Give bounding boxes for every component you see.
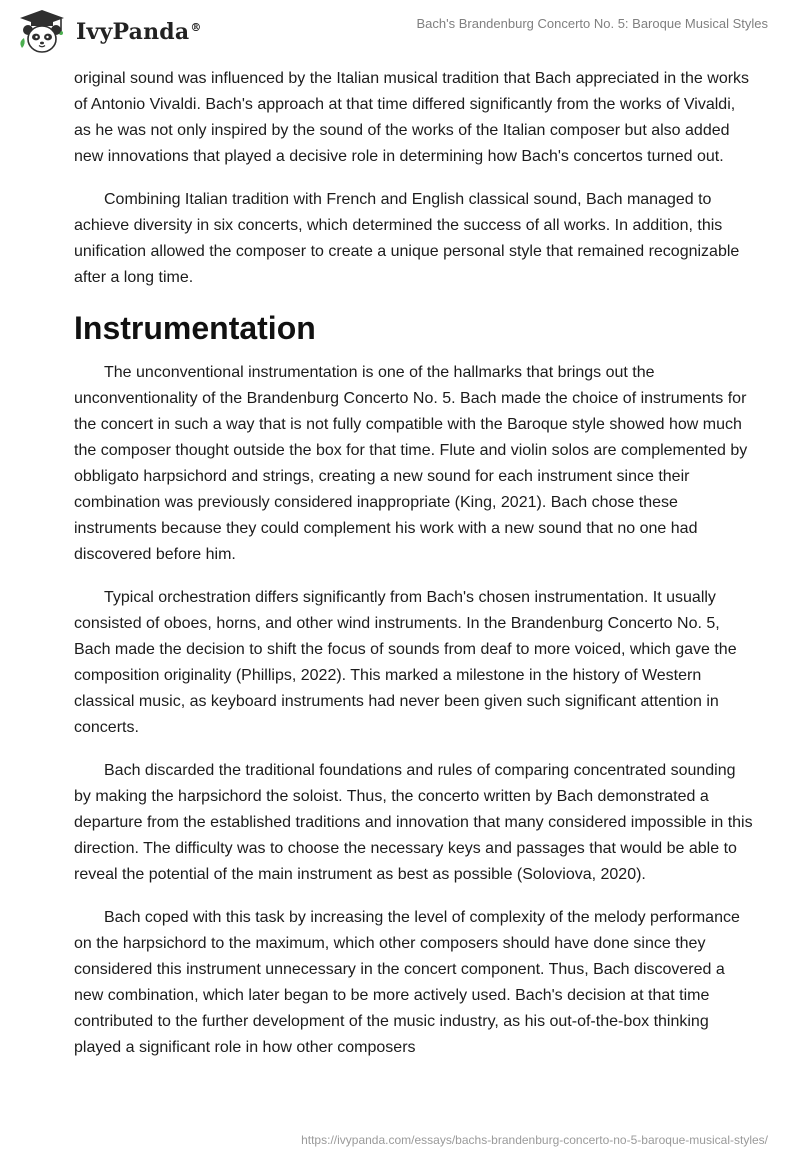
brand-logo[interactable] — [16, 8, 202, 56]
essay-body — [74, 66, 754, 1078]
section-heading: Instrumentation — [74, 310, 316, 346]
paragraph: The unconventional instrumentation is one of the hallmarks that brings out the unconventionality of the Brandenburg Concerto No. 5. Bach made the choice of instruments for the concert in such a way that is not fully compatible with the Baroque style showed how much the composer thought outside the box for that time. Flute and violin solos are complemented by obbligato harpsichord and strings, creating a new sound for each instrument since their combination was previously considered inappropriate (King, 2021). Bach chose these instruments because they could complement his work with a new sound that no one had discovered before him. — [74, 364, 748, 563]
document-title: Bach's Brandenburg Concerto No. 5: Baroque Musical Styles — [416, 16, 768, 31]
registered-mark: ® — [190, 20, 202, 34]
brand-name: IvyPanda® — [76, 19, 202, 45]
paragraph: Bach coped with this task by increasing the level of complexity of the melody performance on the harpsichord to the maximum, which other composers should have done since they considered this instrument unnecessary in the concert component. Thus, Bach discovered a new combination, which later began to be more actively used. Bach's decision at that time contributed to the further development of the music industry, as his out-of-the-box thinking played a significant role in how other composers — [74, 909, 740, 1056]
paragraph: Bach discarded the traditional foundations and rules of comparing concentrated sounding by making the harpsichord the soloist. Thus, the concerto written by Bach demonstrated a departure from the established traditions and innovation that many considered impossible in this direction. The difficulty was to choose the necessary keys and passages that would be able to reveal the potential of the main instrument as best as possible (Soloviova, 2020). — [74, 762, 753, 883]
panda-graduation-cap-icon — [16, 8, 68, 56]
source-url[interactable]: https://ivypanda.com/essays/bachs-brandenburg-concerto-no-5-baroque-musical-styles/ — [301, 1133, 768, 1147]
paragraph: original sound was influenced by the Italian musical tradition that Bach appreciated in the works of Antonio Vivaldi. Bach's approach at that time differed significantly from the works of Vivaldi, as he was not only inspired by the sound of the works of the Italian composer but also added new innovations that played a decisive role in determining how Bach's concertos turned out. — [74, 70, 750, 165]
paragraph: Typical orchestration differs significantly from Bach's chosen instrumentation. It usually consisted of oboes, horns, and other wind instruments. In the Brandenburg Concerto No. 5, Bach made the decision to shift the focus of sounds from deaf to more voiced, which gave the composition originality (Phillips, 2022). This marked a milestone in the history of Western classical music, as keyboard instruments had never been given such significant attention in concerts. — [74, 589, 737, 736]
page-header — [0, 0, 800, 70]
paragraph: Combining Italian tradition with French and English classical sound, Bach managed to achieve diversity in six concerts, which determined the success of all works. In addition, this unification allowed the composer to create a unique personal style that remained recognizable after a long time. — [74, 191, 740, 286]
